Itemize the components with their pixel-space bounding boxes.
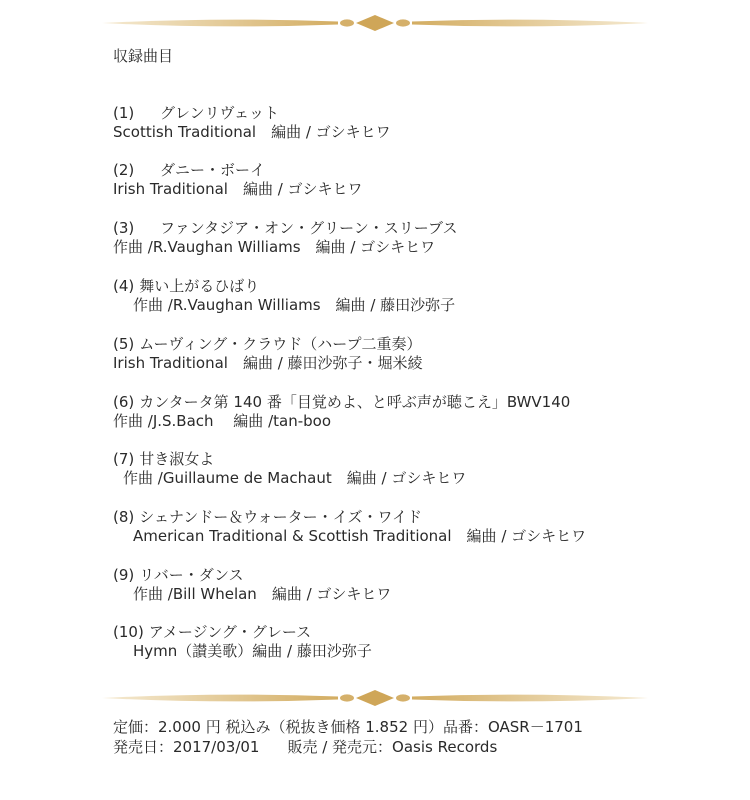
track-item <box>113 277 713 315</box>
track-credits: 作曲 /R.Vaughan Williams 編曲 / ゴシキヒワ <box>113 238 436 256</box>
ornament-divider-bottom <box>100 688 650 708</box>
track-title-line <box>113 566 713 585</box>
track-title-line <box>113 104 713 123</box>
track-item <box>113 508 713 546</box>
track-title: リバー・ダンス <box>139 566 244 584</box>
release-line <box>113 737 583 757</box>
track-number: (7) <box>113 450 135 468</box>
release-info <box>113 717 583 757</box>
track-title-line <box>113 161 713 180</box>
track-title: ダニー・ボーイ <box>160 161 266 179</box>
track-credits: 作曲 /R.Vaughan Williams 編曲 / 藤田沙弥子 <box>133 296 456 314</box>
track-item <box>113 450 713 488</box>
track-title: 甘き淑女よ <box>139 450 215 468</box>
track-number: (5) <box>113 335 135 353</box>
track-number: (3) <box>113 219 135 237</box>
track-item <box>113 393 713 431</box>
track-credits: 作曲 /J.S.Bach 編曲 /tan-boo <box>113 412 331 430</box>
track-title: グレンリヴェット <box>160 104 280 122</box>
track-item <box>113 104 713 142</box>
track-credits: Irish Traditional 編曲 / 藤田沙弥子・堀米綾 <box>113 354 423 372</box>
release-date: 発売日：2017/03/01 <box>113 738 260 756</box>
track-title-line <box>113 450 713 469</box>
track-credits: 作曲 /Bill Whelan 編曲 / ゴシキヒワ <box>133 585 392 603</box>
track-title-line <box>113 219 713 238</box>
track-number: (2) <box>113 161 135 179</box>
track-number: (6) <box>113 393 135 411</box>
track-title: シェナンドー＆ウォーター・イズ・ワイド <box>139 508 423 526</box>
track-credits: Scottish Traditional 編曲 / ゴシキヒワ <box>113 123 391 141</box>
track-title: ムーヴィング・クラウド（ハープ二重奏） <box>139 335 422 353</box>
track-credits: Irish Traditional 編曲 / ゴシキヒワ <box>113 180 363 198</box>
track-credits: American Traditional & Scottish Traditional 編曲 / ゴシキヒワ <box>133 527 587 545</box>
track-title-line <box>113 623 713 642</box>
track-item <box>113 566 713 604</box>
track-title: 舞い上がるひばり <box>139 277 260 295</box>
track-number: (9) <box>113 566 135 584</box>
track-item <box>113 623 713 661</box>
track-credits: 作曲 /Guillaume de Machaut 編曲 / ゴシキヒワ <box>123 469 467 487</box>
track-number: (8) <box>113 508 135 526</box>
track-title: カンタータ第 140 番「目覚めよ、と呼ぶ声が聴こえ」BWV140 <box>139 393 571 411</box>
track-item <box>113 161 713 199</box>
track-title: アメージング・グレース <box>148 623 312 641</box>
track-item <box>113 335 713 373</box>
track-title-line <box>113 277 713 296</box>
ornament-divider-top <box>100 13 650 33</box>
track-number: (1) <box>113 104 135 122</box>
track-number: (10) <box>113 623 144 641</box>
track-number: (4) <box>113 277 135 295</box>
track-title-line <box>113 335 713 354</box>
price-line: 定価：2.000 円 税込み（税抜き価格 1.852 円）品番：OASR－1701 <box>113 718 583 736</box>
track-title-line <box>113 393 713 412</box>
track-title: ファンタジア・オン・グリーン・スリーブス <box>160 219 458 237</box>
distributor: 販売 / 発売元：Oasis Records <box>287 738 498 756</box>
track-item <box>113 219 713 257</box>
track-title-line <box>113 508 713 527</box>
section-title: 収録曲目 <box>113 47 174 65</box>
track-credits: Hymn（讃美歌）編曲 / 藤田沙弥子 <box>133 642 372 660</box>
